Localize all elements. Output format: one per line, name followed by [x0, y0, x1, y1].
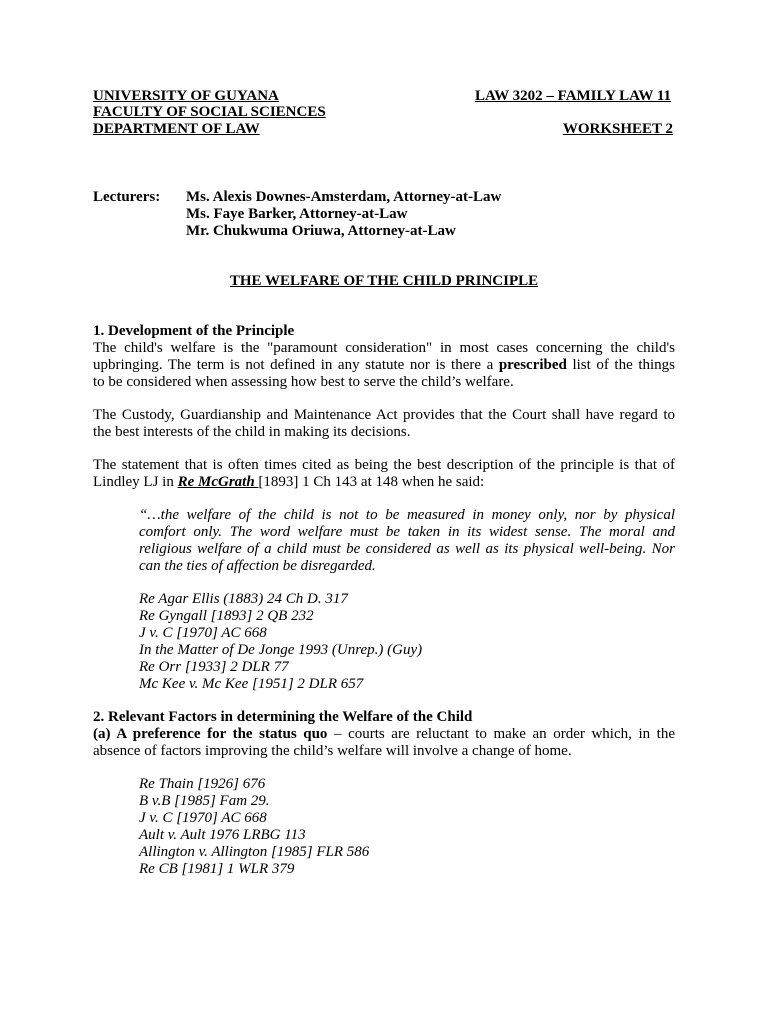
case-item: Ault v. Ault 1976 LRBG 113: [139, 827, 306, 843]
quote-line: “…the welfare of the child is not to be measured in money only, nor by physical: [139, 507, 675, 523]
text-run: [1893] 1 Ch 143 at 148 when he said:: [258, 474, 485, 490]
faculty-name: FACULTY OF SOCIAL SCIENCES: [93, 104, 326, 120]
lecturer-name: Ms. Alexis Downes-Amsterdam, Attorney-at-Law: [186, 189, 502, 205]
case-item: Re Thain [1926] 676: [139, 776, 266, 792]
paragraph-line: the best interests of the child in making its decisions.: [93, 424, 411, 440]
text-run: – courts are reluctant to make an order which, in the: [327, 726, 676, 742]
lecturer-name: Ms. Faye Barker, Attorney-at-Law: [186, 206, 408, 222]
subheading-label: (a) A preference for the status quo: [93, 726, 328, 742]
paragraph: [93, 457, 675, 491]
department-name: DEPARTMENT OF LAW: [93, 121, 260, 137]
quote-line: comfort only. The word welfare must be taken in its widest sense. The moral and: [139, 524, 675, 540]
text-run: list of the things: [566, 357, 675, 373]
case-item: B v.B [1985] Fam 29.: [139, 793, 270, 809]
document-title: THE WELFARE OF THE CHILD PRINCIPLE: [229, 273, 539, 289]
case-item: Mc Kee v. Mc Kee [1951] 2 DLR 657: [139, 676, 364, 692]
case-item: Re Orr [1933] 2 DLR 77: [139, 659, 289, 675]
paragraph-line: The child's welfare is the "paramount consideration" in most cases concerning the child's: [93, 340, 675, 356]
paragraph-line: absence of factors improving the child’s welfare will involve a change of home.: [93, 743, 572, 759]
paragraph: [93, 340, 675, 391]
paragraph-line: The statement that is often times cited as being the best description of the principle is that of: [93, 457, 675, 473]
course-code: LAW 3202 – FAMILY LAW 11: [474, 88, 671, 104]
case-item: Re CB [1981] 1 WLR 379: [139, 861, 295, 877]
lecturers-label: Lecturers:: [93, 189, 161, 205]
emphasis-text: prescribed: [498, 357, 567, 373]
section-heading: 1. Development of the Principle: [93, 323, 295, 339]
case-item: J v. C [1970] AC 668: [139, 625, 267, 641]
paragraph: [93, 726, 675, 760]
quote-line: religious welfare of a child must be considered as well as its physical well-being. Nor: [139, 541, 675, 557]
text-run: upbringing. The term is not defined in any statute nor is there a: [93, 357, 499, 373]
university-name: UNIVERSITY OF GUYANA: [93, 88, 279, 104]
case-item: Re Gyngall [1893] 2 QB 232: [139, 608, 314, 624]
text-run: Lindley LJ in: [93, 474, 178, 490]
paragraph-line: to be considered when assessing how best to serve the child’s welfare.: [93, 374, 514, 390]
case-item: J v. C [1970] AC 668: [139, 810, 267, 826]
paragraph-line: The Custody, Guardianship and Maintenance Act provides that the Court shall have regard to: [93, 407, 675, 423]
case-item: In the Matter of De Jonge 1993 (Unrep.) (Guy): [139, 642, 423, 658]
paragraph-line: [93, 357, 675, 374]
case-item: Allington v. Allington [1985] FLR 586: [139, 844, 370, 860]
case-item: Re Agar Ellis (1883) 24 Ch D. 317: [139, 591, 348, 607]
quote-line: can the ties of affection be disregarded.: [139, 558, 376, 574]
case-list: [139, 776, 675, 878]
worksheet-number: WORKSHEET 2: [562, 121, 673, 137]
paragraph: [93, 407, 675, 441]
case-citation: Re McGrath: [177, 474, 259, 490]
lecturer-name: Mr. Chukwuma Oriuwa, Attorney-at-Law: [186, 223, 456, 239]
section-heading: 2. Relevant Factors in determining the Welfare of the Child: [93, 709, 473, 725]
block-quote: [139, 507, 675, 575]
case-list: [139, 591, 675, 693]
paragraph-line: [93, 726, 675, 743]
paragraph-line: [93, 474, 675, 491]
